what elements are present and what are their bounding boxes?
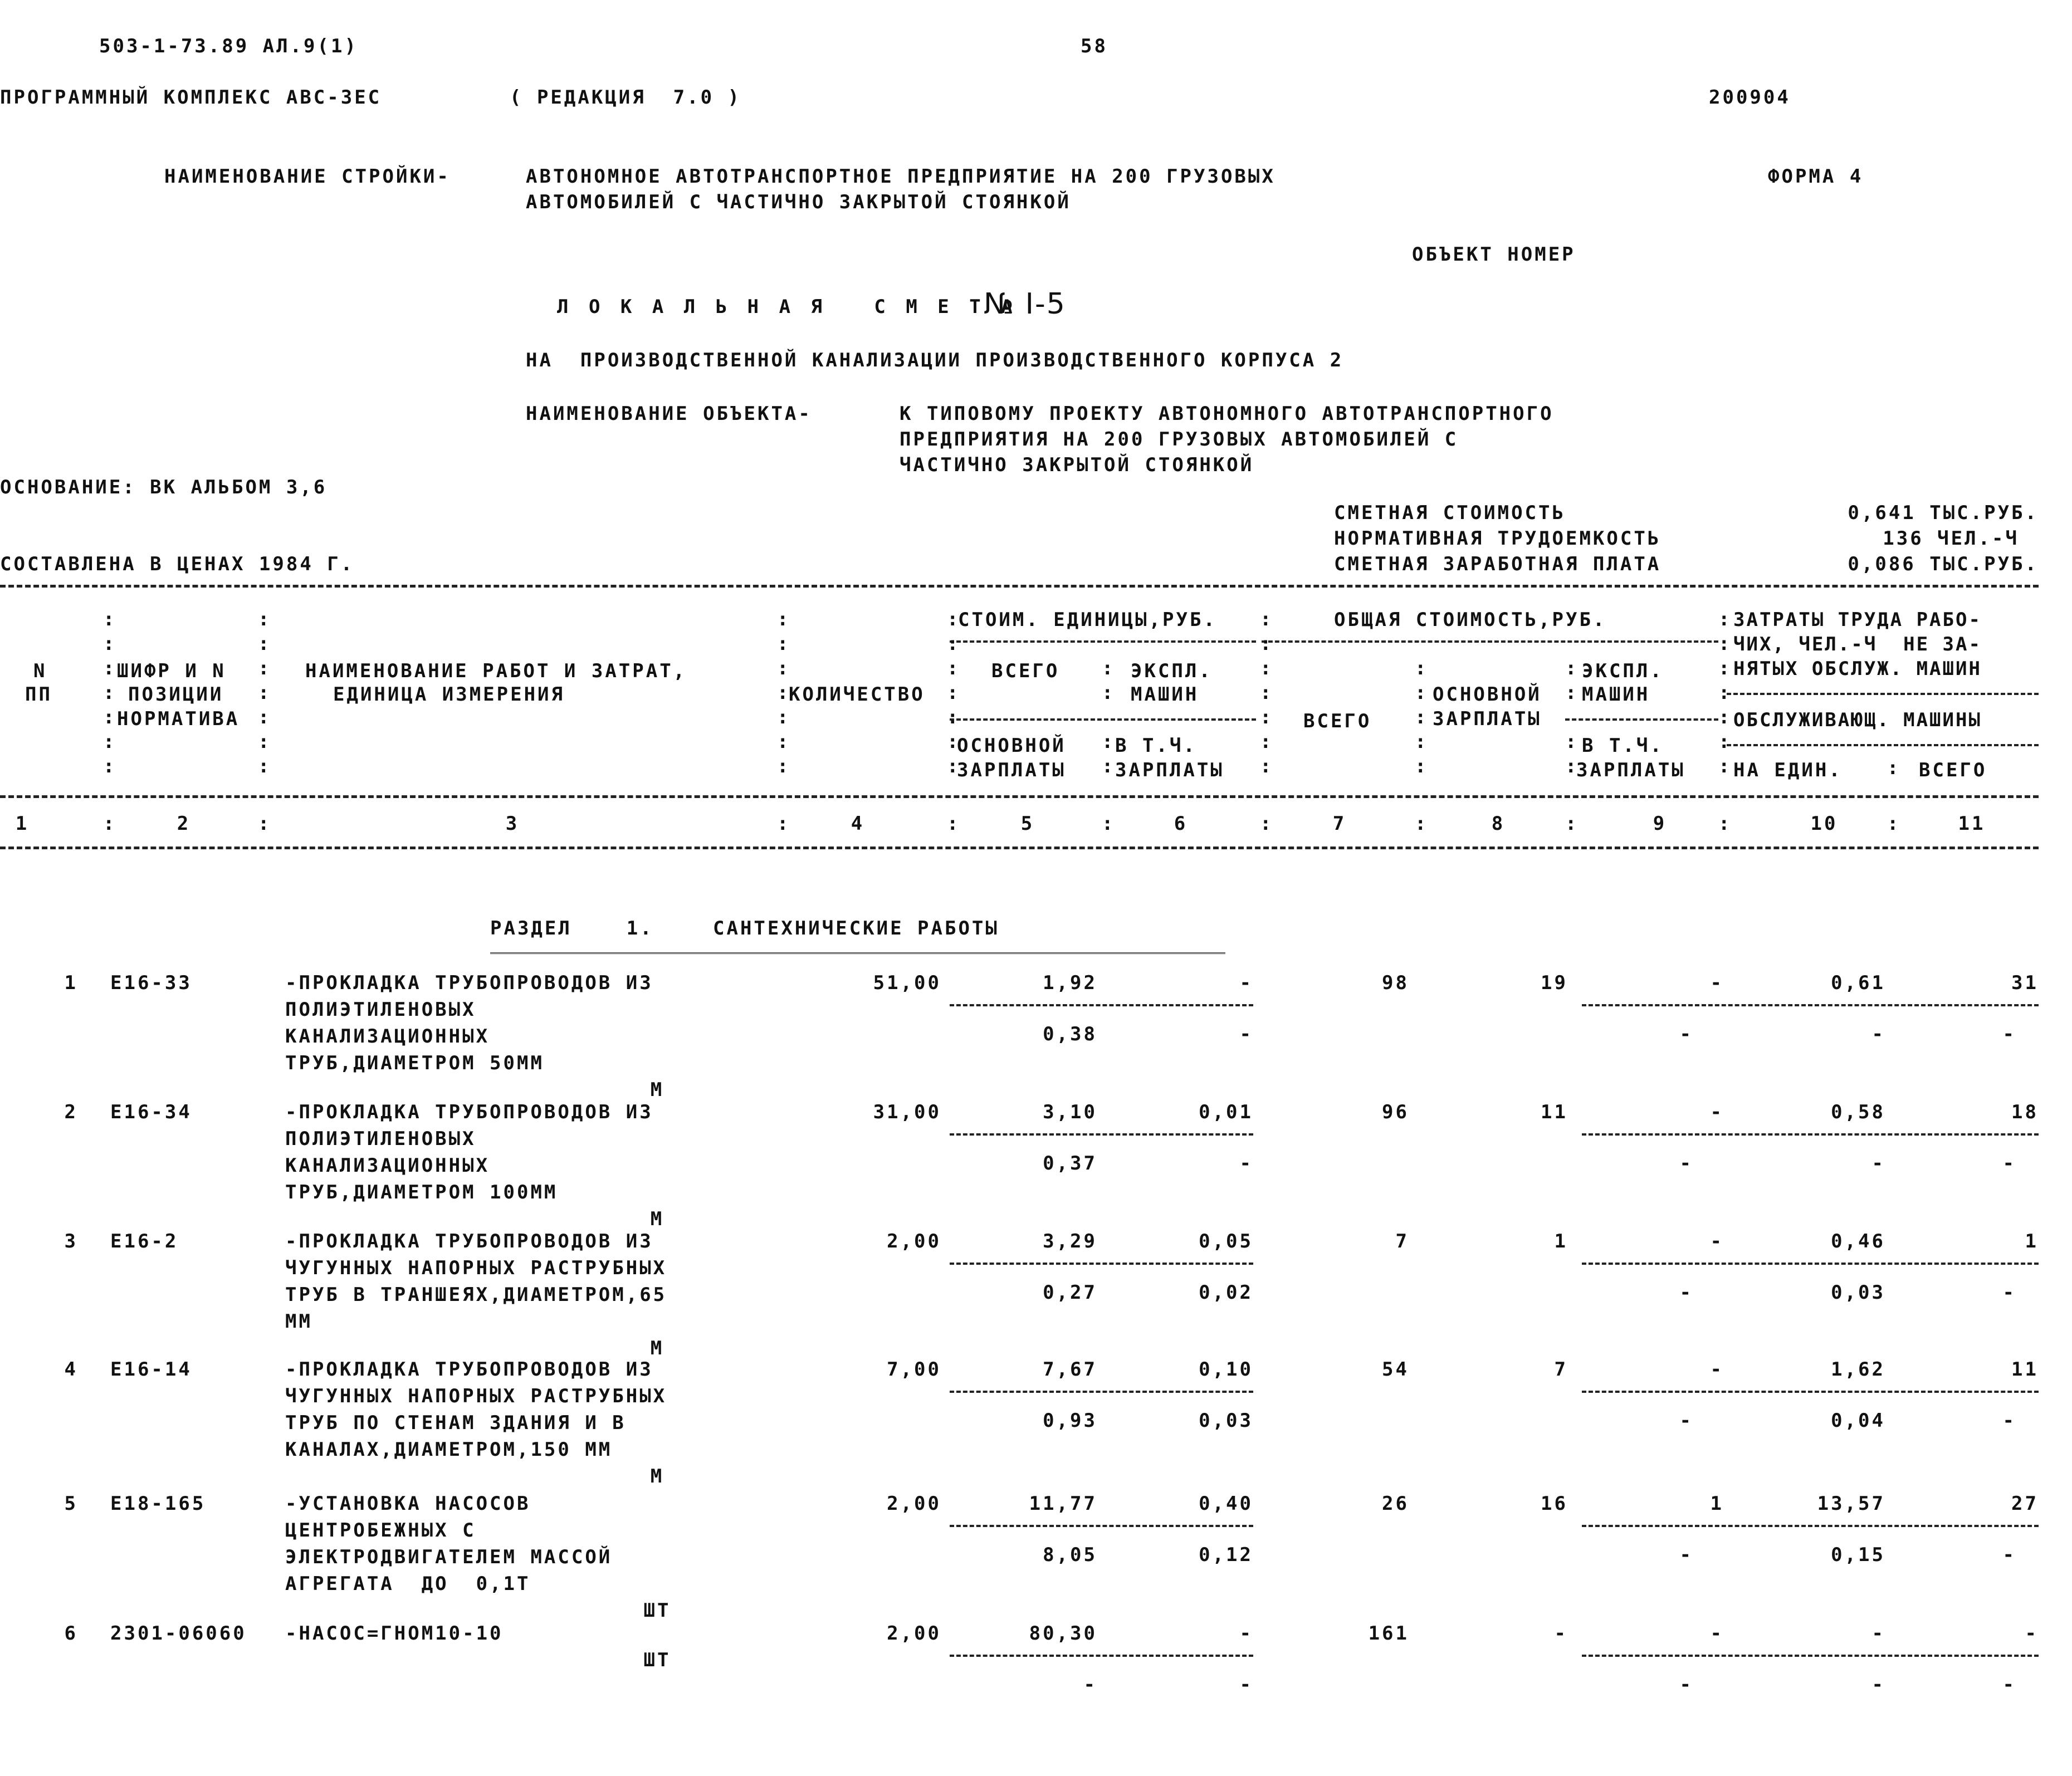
row-description-line: ТРУБ ПО СТЕНАМ ЗДАНИЯ И В <box>285 1412 626 1434</box>
summary-label-cost: СМЕТНАЯ СТОИМОСТЬ <box>1334 502 1566 524</box>
row-labor-unit: - <box>1871 1622 1885 1645</box>
row-unit-cost-machine-wage: - <box>1239 1023 1253 1045</box>
column-head-labor-2: ЧИХ, ЧЕЛ.-Ч НЕ ЗА- <box>1733 633 1982 655</box>
row-unit: М <box>650 1208 664 1230</box>
column-head-unit-cost: СТОИМ. ЕДИНИЦЫ,РУБ. <box>958 609 1217 631</box>
section-title: САНТЕХНИЧЕСКИЕ РАБОТЫ <box>713 917 999 940</box>
rule <box>1262 640 1718 643</box>
column-head-6-machines-1: ЭКСПЛ. <box>1131 660 1213 682</box>
row-description-line: ЧУГУННЫХ НАПОРНЫХ РАСТРУБНЫХ <box>285 1385 667 1407</box>
cell-divider <box>950 1004 1253 1006</box>
row-labor-total: - <box>2025 1622 2039 1645</box>
rule: : : : : : : : <box>947 608 961 777</box>
row-total-machines: - <box>1710 1358 1724 1381</box>
row-labor-unit: 0,58 <box>1831 1101 1885 1123</box>
estimate-title: Л О К А Л Ь Н А Я С М Е Т А <box>557 296 1017 318</box>
row-description-line: КАНАЛИЗАЦИОННЫХ <box>285 1154 490 1177</box>
estimate-number: № I-5 <box>984 287 1066 321</box>
column-head-pp: ПП <box>25 683 52 706</box>
row-unit-cost-wage: 0,27 <box>1043 1281 1097 1304</box>
summary-label-wage: СМЕТНАЯ ЗАРАБОТНАЯ ПЛАТА <box>1334 553 1661 575</box>
row-labor-total-service: - <box>2002 1544 2016 1566</box>
column-head-7-total: ВСЕГО <box>1303 710 1372 732</box>
row-quantity: 2,00 <box>887 1230 941 1253</box>
object-number-label: ОБЪЕКТ НОМЕР <box>1412 243 1576 266</box>
column-number-2: 2 <box>177 813 191 835</box>
row-labor-unit: 0,46 <box>1831 1230 1885 1253</box>
row-labor-unit: 1,62 <box>1831 1358 1885 1381</box>
rule: : : : : : <box>1415 657 1429 777</box>
row-total-cost: 98 <box>1382 972 1409 994</box>
row-description-line: ЧУГУННЫХ НАПОРНЫХ РАСТРУБНЫХ <box>285 1257 667 1279</box>
rule: : <box>1102 813 1116 835</box>
column-head-labor-4: ОБСЛУЖИВАЮЩ. МАШИНЫ <box>1733 709 1982 731</box>
row-labor-unit-service: 0,15 <box>1831 1544 1885 1566</box>
cell-divider <box>1582 1655 2039 1657</box>
row-description-line: ЦЕНТРОБЕЖНЫХ С <box>285 1519 476 1542</box>
section-number: РАЗДЕЛ 1. <box>490 917 654 940</box>
object-line-2: ПРЕДПРИЯТИЯ НА 200 ГРУЗОВЫХ АВТОМОБИЛЕЙ С <box>900 428 1459 451</box>
rule: : <box>103 813 117 835</box>
row-labor-total-service: - <box>2002 1023 2016 1045</box>
row-description-line: -ПРОКЛАДКА ТРУБОПРОВОДОВ ИЗ <box>285 1101 653 1123</box>
rule: : <box>1415 813 1429 835</box>
object-line-1: К ТИПОВОМУ ПРОЕКТУ АВТОНОМНОГО АВТОТРАНСПОРТНОГО <box>900 403 1554 425</box>
rule: : <box>1565 813 1579 835</box>
object-label: НАИМЕНОВАНИЕ ОБЪЕКТА- <box>526 403 812 425</box>
rule: : : : : : : : <box>103 608 117 777</box>
row-labor-total-service: - <box>2002 1674 2016 1696</box>
cell-divider <box>1582 1263 2039 1265</box>
rule: : <box>1887 757 1901 779</box>
cell-divider <box>1582 1133 2039 1136</box>
construction-line-1: АВТОНОМНОЕ АВТОТРАНСПОРТНОЕ ПРЕДПРИЯТИЕ НА 200 ГРУЗОВЫХ <box>526 165 1276 188</box>
row-total-wage: 7 <box>1554 1358 1568 1381</box>
column-number-4: 4 <box>851 813 865 835</box>
row-total-machine-wage: - <box>1679 1410 1693 1432</box>
row-description-line: -ПРОКЛАДКА ТРУБОПРОВОДОВ ИЗ <box>285 1230 653 1253</box>
column-head-11-total: ВСЕГО <box>1919 759 1987 781</box>
column-number-3: 3 <box>505 813 520 835</box>
row-description-line: КАНАЛАХ,ДИАМЕТРОМ,150 ММ <box>285 1439 613 1461</box>
column-head-9-incl-2: ЗАРПЛАТЫ <box>1576 759 1685 781</box>
row-total-machines: - <box>1710 1101 1724 1123</box>
row-unit-cost-wage: 0,38 <box>1043 1023 1097 1045</box>
row-unit-cost-machine-wage: 0,03 <box>1199 1410 1253 1432</box>
column-head-code-3: НОРМАТИВА <box>117 708 240 730</box>
row-code: Е16-14 <box>110 1358 192 1381</box>
row-labor-total: 27 <box>2011 1493 2039 1515</box>
row-total-cost: 26 <box>1382 1493 1409 1515</box>
row-unit: ШТ <box>643 1599 671 1622</box>
row-number: 5 <box>64 1493 78 1515</box>
rule: : : : : : : : <box>777 608 791 777</box>
row-unit-cost-machines: 0,01 <box>1199 1101 1253 1123</box>
column-number-8: 8 <box>1491 813 1506 835</box>
row-unit: М <box>650 1079 664 1101</box>
row-number: 2 <box>64 1101 78 1123</box>
row-total-cost: 7 <box>1395 1230 1409 1253</box>
rule <box>950 640 1256 643</box>
summary-label-labor: НОРМАТИВНАЯ ТРУДОЕМКОСТЬ <box>1334 527 1661 550</box>
column-head-6-machines-2: МАШИН <box>1131 683 1199 706</box>
page-number: 58 <box>1081 35 1108 57</box>
rule <box>1727 693 2039 695</box>
table-top-rule <box>0 585 2039 588</box>
column-head-5-total: ВСЕГО <box>991 660 1060 682</box>
row-labor-total-service: - <box>2002 1152 2016 1175</box>
cell-divider <box>1582 1391 2039 1393</box>
row-total-wage: 16 <box>1541 1493 1568 1515</box>
rule: : : : : : : : <box>258 608 272 777</box>
column-number-1: 1 <box>15 813 30 835</box>
row-quantity: 51,00 <box>873 972 941 994</box>
row-unit: М <box>650 1465 664 1488</box>
row-unit-cost-machines: 0,40 <box>1199 1493 1253 1515</box>
row-total-machines: - <box>1710 972 1724 994</box>
row-unit-cost-machine-wage: - <box>1239 1152 1253 1175</box>
cell-divider <box>1582 1525 2039 1527</box>
row-labor-unit-service: 0,03 <box>1831 1281 1885 1304</box>
prices-basis: СОСТАВЛЕНА В ЦЕНАХ 1984 Г. <box>0 553 355 575</box>
cell-divider <box>950 1263 1253 1265</box>
row-description-line: ММ <box>285 1310 312 1333</box>
row-code: Е16-2 <box>110 1230 179 1253</box>
row-total-wage: - <box>1554 1622 1568 1645</box>
row-unit-cost-total: 1,92 <box>1043 972 1097 994</box>
program-name: ПРОГРАММНЫЙ КОМПЛЕКС АВС-ЗЕС <box>0 86 382 109</box>
row-labor-total-service: - <box>2002 1410 2016 1432</box>
column-head-9-incl-1: В Т.Ч. <box>1582 735 1664 757</box>
rule <box>1727 744 2039 746</box>
column-head-5-wage-1: ОСНОВНОЙ <box>957 735 1066 757</box>
row-total-machine-wage: - <box>1679 1281 1693 1304</box>
column-head-10-unit: НА ЕДИН. <box>1733 759 1843 781</box>
row-unit-cost-machine-wage: 0,02 <box>1199 1281 1253 1304</box>
row-unit-cost-wage: 0,93 <box>1043 1410 1097 1432</box>
row-labor-unit: 13,57 <box>1817 1493 1885 1515</box>
row-labor-total-service: - <box>2002 1281 2016 1304</box>
row-total-machine-wage: - <box>1679 1152 1693 1175</box>
program-edition: ( РЕДАКЦИЯ 7.0 ) <box>510 86 741 109</box>
column-head-5-wage-2: ЗАРПЛАТЫ <box>957 759 1066 781</box>
row-unit: М <box>650 1337 664 1359</box>
row-total-cost: 161 <box>1368 1622 1409 1645</box>
row-description-line: ПОЛИЭТИЛЕНОВЫХ <box>285 999 476 1021</box>
estimate-subject: НА ПРОИЗВОДСТВЕННОЙ КАНАЛИЗАЦИИ ПРОИЗВОДСТВЕННОГО КОРПУСА 2 <box>526 349 1344 371</box>
row-total-cost: 96 <box>1382 1101 1409 1123</box>
row-code: Е16-33 <box>110 972 192 994</box>
row-total-machines: 1 <box>1710 1493 1724 1515</box>
column-number-7: 7 <box>1332 813 1347 835</box>
cell-divider <box>950 1133 1253 1136</box>
column-head-name-2: ЕДИНИЦА ИЗМЕРЕНИЯ <box>333 683 565 706</box>
row-code: Е18-165 <box>110 1493 206 1515</box>
document-code: 503-1-73.89 АЛ.9(1) <box>99 35 358 57</box>
summary-value-labor: 136 ЧЕЛ.-Ч <box>1883 527 2019 550</box>
row-unit-cost-total: 80,30 <box>1029 1622 1097 1645</box>
rule: : <box>777 813 791 835</box>
row-labor-total: 11 <box>2011 1358 2039 1381</box>
column-head-9-machines-1: ЭКСПЛ. <box>1582 660 1664 682</box>
row-total-wage: 19 <box>1541 972 1568 994</box>
cell-divider <box>950 1391 1253 1393</box>
header-bottom-rule <box>0 847 2039 849</box>
row-unit-cost-machines: 0,05 <box>1199 1230 1253 1253</box>
row-unit-cost-machines: 0,10 <box>1199 1358 1253 1381</box>
row-description-line: ТРУБ В ТРАНШЕЯХ,ДИАМЕТРОМ,65 <box>285 1284 667 1306</box>
form-label: ФОРМА 4 <box>1768 165 1864 188</box>
header-rule <box>0 795 2039 798</box>
cell-divider <box>950 1655 1253 1657</box>
rule <box>1565 718 1718 721</box>
row-unit-cost-total: 3,29 <box>1043 1230 1097 1253</box>
row-description-line: КАНАЛИЗАЦИОННЫХ <box>285 1025 490 1048</box>
row-quantity: 2,00 <box>887 1493 941 1515</box>
row-description-line: ЭЛЕКТРОДВИГАТЕЛЕМ МАССОЙ <box>285 1546 613 1568</box>
row-labor-unit-service: - <box>1871 1023 1885 1045</box>
column-head-labor-1: ЗАТРАТЫ ТРУДА РАБО- <box>1733 609 1982 631</box>
row-unit-cost-total: 11,77 <box>1029 1493 1097 1515</box>
row-unit-cost-total: 7,67 <box>1043 1358 1097 1381</box>
row-total-machine-wage: - <box>1679 1544 1693 1566</box>
row-total-wage: 1 <box>1554 1230 1568 1253</box>
row-total-machine-wage: - <box>1679 1674 1693 1696</box>
row-total-machines: - <box>1710 1622 1724 1645</box>
rule: : : : : <box>1565 657 1579 777</box>
column-number-6: 6 <box>1174 813 1188 835</box>
row-number: 1 <box>64 972 78 994</box>
column-head-code-2: ПОЗИЦИИ <box>128 683 224 706</box>
basis: ОСНОВАНИЕ: ВК АЛЬБОМ 3,6 <box>0 476 328 498</box>
row-total-wage: 11 <box>1541 1101 1568 1123</box>
row-labor-unit-service: 0,04 <box>1831 1410 1885 1432</box>
column-head-total-cost: ОБЩАЯ СТОИМОСТЬ,РУБ. <box>1334 609 1607 631</box>
row-quantity: 2,00 <box>887 1622 941 1645</box>
row-total-cost: 54 <box>1382 1358 1409 1381</box>
row-labor-unit-service: - <box>1871 1674 1885 1696</box>
row-quantity: 7,00 <box>887 1358 941 1381</box>
row-number: 4 <box>64 1358 78 1381</box>
row-labor-total: 31 <box>2011 972 2039 994</box>
rule: : : : : <box>1102 657 1116 777</box>
summary-value-cost: 0,641 ТЫС.РУБ. <box>1848 502 2039 524</box>
document-id: 200904 <box>1709 86 1791 109</box>
row-unit-cost-machine-wage: 0,12 <box>1199 1544 1253 1566</box>
rule: : <box>1718 813 1732 835</box>
column-head-quantity: КОЛИЧЕСТВО <box>789 683 925 706</box>
rule: : : : : : : : <box>1718 608 1732 777</box>
row-description-line: ПОЛИЭТИЛЕНОВЫХ <box>285 1128 476 1150</box>
column-number-5: 5 <box>1020 813 1035 835</box>
construction-line-2: АВТОМОБИЛЕЙ С ЧАСТИЧНО ЗАКРЫТОЙ СТОЯНКОЙ <box>526 191 1071 213</box>
column-head-code-1: ШИФР И N <box>117 660 226 682</box>
row-unit-cost-machines: - <box>1239 972 1253 994</box>
column-number-11: 11 <box>1958 813 1986 835</box>
section-underline <box>490 952 1225 954</box>
row-description-line: -ПРОКЛАДКА ТРУБОПРОВОДОВ ИЗ <box>285 1358 653 1381</box>
row-unit-cost-machines: - <box>1239 1622 1253 1645</box>
column-number-10: 10 <box>1810 813 1838 835</box>
column-head-6-incl-1: В Т.Ч. <box>1115 735 1197 757</box>
row-total-machines: - <box>1710 1230 1724 1253</box>
row-unit-cost-machine-wage: - <box>1239 1674 1253 1696</box>
rule: : : : : : : : <box>1260 608 1274 777</box>
rule: : <box>1260 813 1274 835</box>
column-head-labor-3: НЯТЫХ ОБСЛУЖ. МАШИН <box>1733 658 1982 680</box>
row-quantity: 31,00 <box>873 1101 941 1123</box>
row-code: Е16-34 <box>110 1101 192 1123</box>
row-labor-total: 1 <box>2025 1230 2039 1253</box>
construction-label: НАИМЕНОВАНИЕ СТРОЙКИ- <box>164 165 451 188</box>
row-labor-unit-service: - <box>1871 1152 1885 1175</box>
row-description-line: -ПРОКЛАДКА ТРУБОПРОВОДОВ ИЗ <box>285 972 653 994</box>
rule: : <box>947 813 961 835</box>
cell-divider <box>1582 1004 2039 1006</box>
column-head-9-machines-2: МАШИН <box>1582 683 1650 706</box>
row-labor-total: 18 <box>2011 1101 2039 1123</box>
row-description-line: АГРЕГАТА ДО 0,1Т <box>285 1573 531 1595</box>
row-total-machine-wage: - <box>1679 1023 1693 1045</box>
row-labor-unit: 0,61 <box>1831 972 1885 994</box>
column-head-n: N <box>33 660 47 682</box>
rule: : <box>258 813 272 835</box>
summary-value-wage: 0,086 ТЫС.РУБ. <box>1848 553 2039 575</box>
column-head-6-incl-2: ЗАРПЛАТЫ <box>1115 759 1224 781</box>
rule: : <box>1887 813 1901 835</box>
column-number-9: 9 <box>1653 813 1667 835</box>
row-number: 3 <box>64 1230 78 1253</box>
row-description-line: -НАСОС=ГНОМ10-10 <box>285 1622 504 1645</box>
row-unit: ШТ <box>643 1649 671 1671</box>
column-head-8-wage-2: ЗАРПЛАТЫ <box>1433 708 1542 730</box>
row-unit-cost-wage: - <box>1083 1674 1097 1696</box>
row-description-line: ТРУБ,ДИАМЕТРОМ 100ММ <box>285 1181 558 1203</box>
object-line-3: ЧАСТИЧНО ЗАКРЫТОЙ СТОЯНКОЙ <box>900 454 1254 476</box>
row-unit-cost-total: 3,10 <box>1043 1101 1097 1123</box>
row-unit-cost-wage: 0,37 <box>1043 1152 1097 1175</box>
cell-divider <box>950 1525 1253 1527</box>
row-description-line: ТРУБ,ДИАМЕТРОМ 50ММ <box>285 1052 544 1074</box>
row-number: 6 <box>64 1622 78 1645</box>
column-head-name-1: НАИМЕНОВАНИЕ РАБОТ И ЗАТРАТ, <box>305 660 687 682</box>
row-code: 2301-06060 <box>110 1622 247 1645</box>
row-unit-cost-wage: 8,05 <box>1043 1544 1097 1566</box>
row-description-line: -УСТАНОВКА НАСОСОВ <box>285 1493 531 1515</box>
column-head-8-wage-1: ОСНОВНОЙ <box>1433 683 1542 706</box>
